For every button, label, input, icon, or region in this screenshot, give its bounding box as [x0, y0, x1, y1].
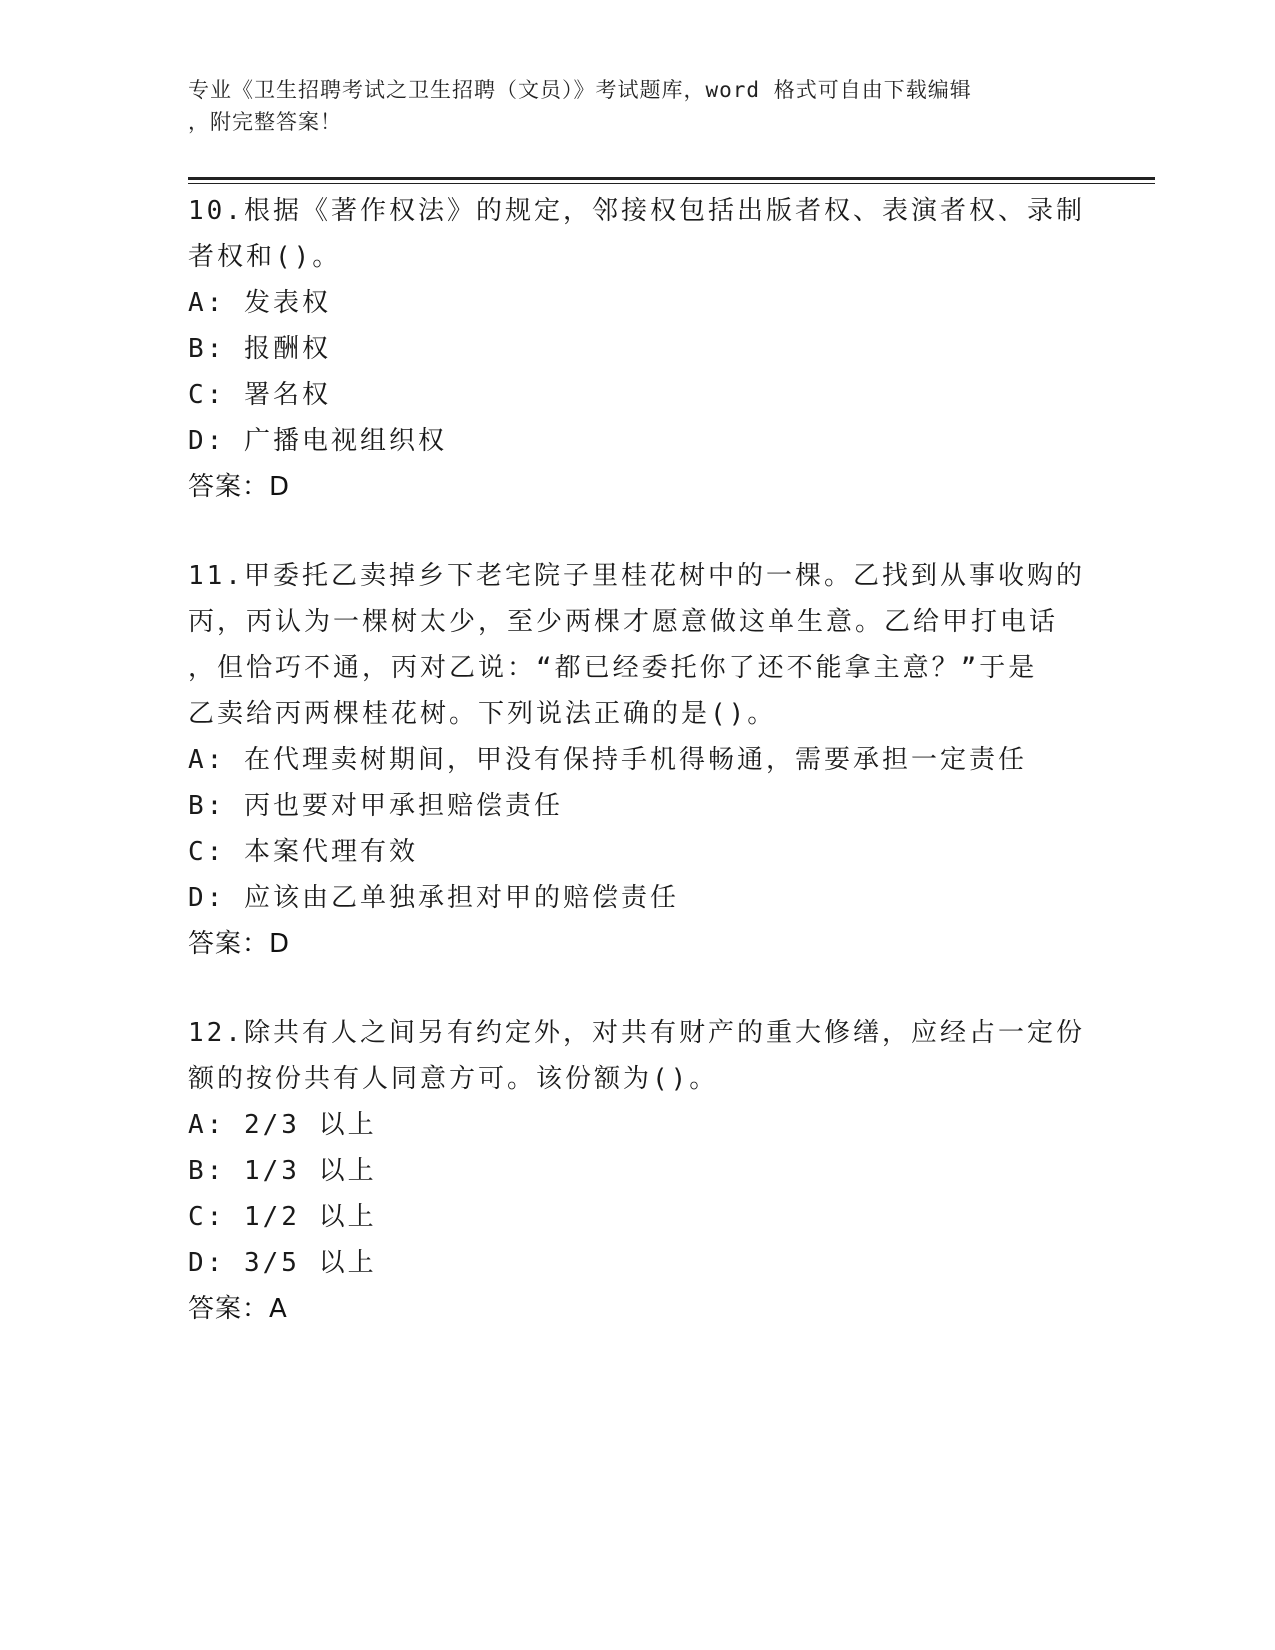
question-stem: 额的按份共有人同意方可。该份额为()。 — [188, 1064, 719, 1094]
question-stem: 12.除共有人之间另有约定外，对共有财产的重大修缮，应经占一定份 — [188, 1018, 1085, 1048]
question-block — [188, 553, 1088, 967]
option-d: D: 应该由乙单独承担对甲的赔偿责任 — [188, 883, 679, 913]
option-b: B: 1/3 以上 — [188, 1156, 377, 1186]
option-c: C: 署名权 — [188, 380, 331, 410]
answer-label: 答案：A — [188, 1294, 288, 1324]
option-d: D: 3/5 以上 — [188, 1248, 377, 1278]
header-line: ，附完整答案！ — [188, 110, 342, 134]
question-stem: 11.甲委托乙卖掉乡下老宅院子里桂花树中的一棵。乙找到从事收购的 — [188, 561, 1085, 591]
question-stem: 丙，丙认为一棵树太少，至少两棵才愿意做这单生意。乙给甲打电话 — [188, 607, 1059, 637]
option-d: D: 广播电视组织权 — [188, 426, 447, 456]
question-stem: ，但恰巧不通，丙对乙说：“都已经委托你了还不能拿主意？”于是 — [188, 653, 1038, 683]
question-stem: 10.根据《著作权法》的规定，邻接权包括出版者权、表演者权、录制 — [188, 196, 1085, 226]
question-block — [188, 1010, 1088, 1332]
option-a: A: 在代理卖树期间，甲没有保持手机得畅通，需要承担一定责任 — [188, 745, 1027, 775]
option-c: C: 1/2 以上 — [188, 1202, 377, 1232]
option-c: C: 本案代理有效 — [188, 837, 418, 867]
question-block — [188, 188, 1088, 510]
header-divider — [188, 183, 1155, 184]
document-header — [188, 74, 1068, 138]
header-line: 专业《卫生招聘考试之卫生招聘（文员）》考试题库，word 格式可自由下载编辑 — [188, 78, 972, 102]
header-divider — [188, 177, 1155, 180]
option-b: B: 丙也要对甲承担赔偿责任 — [188, 791, 563, 821]
option-a: A: 发表权 — [188, 288, 331, 318]
question-stem: 者权和()。 — [188, 242, 342, 272]
answer-label: 答案：D — [188, 472, 291, 502]
option-b: B: 报酬权 — [188, 334, 331, 364]
answer-label: 答案：D — [188, 929, 291, 959]
option-a: A: 2/3 以上 — [188, 1110, 377, 1140]
question-stem: 乙卖给丙两棵桂花树。下列说法正确的是()。 — [188, 699, 777, 729]
